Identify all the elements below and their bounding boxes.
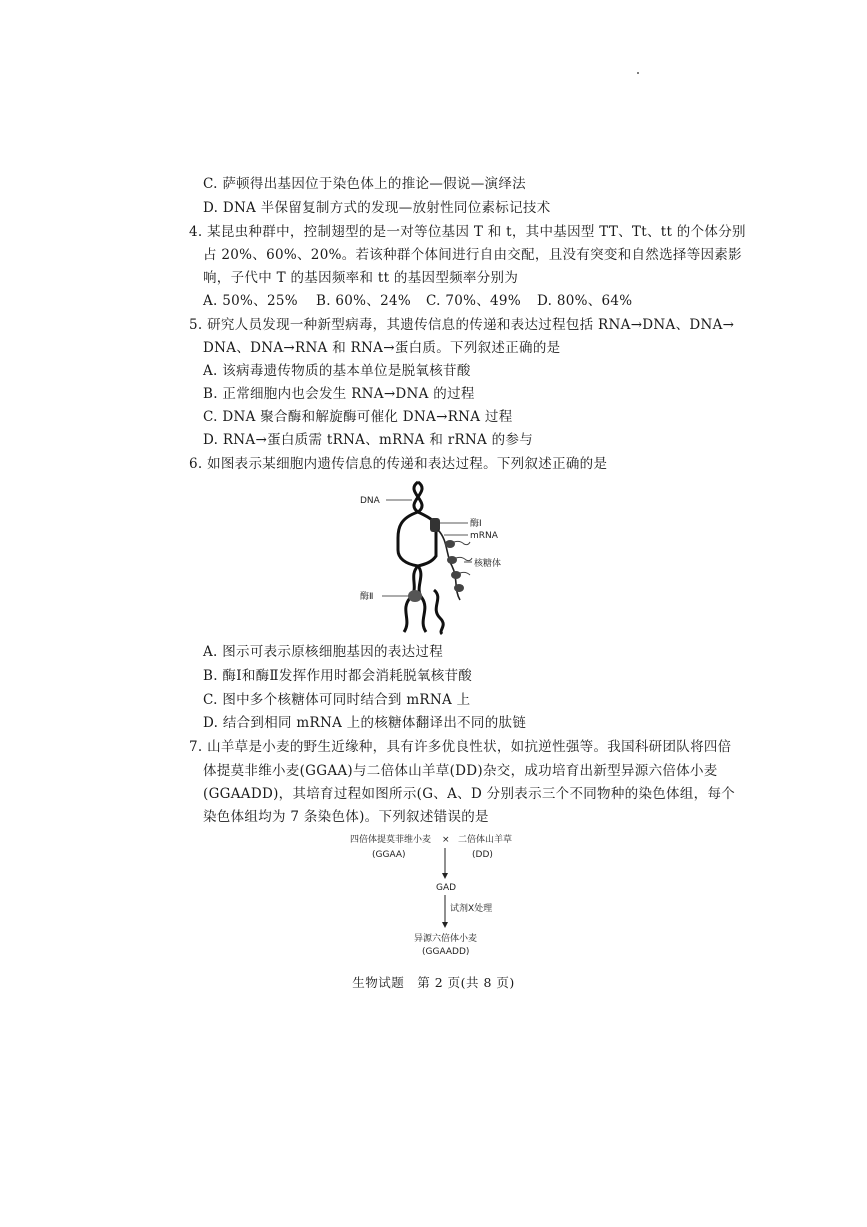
flow-parent1: 四倍体提莫菲维小麦 bbox=[350, 835, 432, 845]
q6-stem: 6. 如图表示某细胞内遗传信息的传递和表达过程。下列叙述正确的是 bbox=[189, 456, 608, 472]
flow-hybrid: GAD bbox=[436, 883, 457, 893]
q5-option-b: B. 正常细胞内也会发生 RNA→DNA 的过程 bbox=[203, 386, 475, 402]
peptide-chains bbox=[454, 541, 472, 575]
flow-treatment: 试剂X处理 bbox=[450, 904, 493, 914]
leader-lines bbox=[382, 500, 472, 596]
q5-option-c: C. DNA 聚合酶和解旋酶可催化 DNA→RNA 过程 bbox=[203, 409, 513, 425]
flow-arrow-1 bbox=[442, 848, 448, 879]
flow-cross-symbol: × bbox=[442, 835, 450, 845]
enzyme-2-shape bbox=[408, 590, 422, 602]
flow-parent2: 二倍体山羊草 bbox=[458, 835, 513, 845]
q7-stem-line4: 染色体组均为 7 条染色体)。下列叙述错误的是 bbox=[203, 809, 489, 825]
q7-stem-line3: (GGAADD)，其培育过程如图所示(G、A、D 分别表示三个不同物种的染色体组，每个 bbox=[203, 786, 736, 802]
q6-option-b: B. 酶Ⅰ和酶Ⅱ发挥作用时都会消耗脱氧核苷酸 bbox=[203, 668, 473, 684]
q6-option-d: D. 结合到相同 mRNA 上的核糖体翻译出不同的肽链 bbox=[203, 715, 527, 731]
q5-option-d: D. RNA→蛋白质需 tRNA、mRNA 和 rRNA 的参与 bbox=[203, 432, 534, 448]
q5-stem-line2: DNA、DNA→RNA 和 RNA→蛋白质。下列叙述正确的是 bbox=[203, 340, 561, 356]
q4-stem-line2: 占 20%、60%、20%。若该种群个体间进行自由交配，且没有突变和自然选择等因素影 bbox=[203, 247, 742, 263]
flow-parent2-genome: (DD) bbox=[472, 850, 493, 860]
label-enzyme-1: 酶Ⅰ bbox=[470, 519, 482, 529]
label-enzyme-2: 酶Ⅱ bbox=[360, 592, 374, 602]
flow-arrow-2 bbox=[442, 895, 448, 928]
dna-helix-top bbox=[414, 482, 422, 512]
q5-stem-line1: 5. 研究人员发现一种新型病毒，其遗传信息的传递和表达过程包括 RNA→DNA、DNA→ bbox=[189, 317, 735, 333]
flow-result-genome: (GGAADD) bbox=[422, 947, 470, 957]
q5-option-a: A. 该病毒遗传物质的基本单位是脱氧核苷酸 bbox=[203, 363, 471, 379]
q6-option-a: A. 图示可表示原核细胞基因的表达过程 bbox=[203, 644, 444, 660]
q7-stem-line2: 体提莫非维小麦(GGAA)与二倍体山羊草(DD)杂交，成功培育出新型异源六倍体小麦 bbox=[203, 763, 718, 779]
ribosome-cluster bbox=[445, 540, 464, 592]
page-footer: 生物试题 第 2 页(共 8 页) bbox=[352, 975, 515, 990]
breeding-flowchart bbox=[350, 830, 530, 965]
q3-option-d: D. DNA 半保留复制方式的发现—放射性同位素标记技术 bbox=[203, 200, 551, 216]
q3-option-c: C. 萨顿得出基因位于染色体上的推论—假说—演绎法 bbox=[203, 176, 526, 192]
flow-parent1-genome: (GGAA) bbox=[372, 850, 406, 860]
label-mrna: mRNA bbox=[470, 531, 498, 541]
q4-stem-line3: 响，子代中 T 的基因频率和 tt 的基因型频率分别为 bbox=[203, 270, 519, 286]
scan-speck bbox=[637, 72, 639, 74]
q7-stem-line1: 7. 山羊草是小麦的野生近缘种，具有许多优良性状，如抗逆性强等。我国科研团队将四倍 bbox=[189, 739, 732, 755]
q4-option-c: C. 70%、49% bbox=[426, 293, 521, 309]
q4-option-a: A. 50%、25% bbox=[203, 293, 298, 309]
q6-option-c: C. 图中多个核糖体可同时结合到 mRNA 上 bbox=[203, 692, 471, 708]
label-dna: DNA bbox=[360, 496, 380, 506]
transcription-translation-diagram bbox=[360, 480, 520, 635]
label-ribosome: 核糖体 bbox=[474, 559, 502, 569]
q4-option-b: B. 60%、24% bbox=[316, 293, 412, 309]
q4-option-d: D. 80%、64% bbox=[537, 293, 633, 309]
flow-result: 异源六倍体小麦 bbox=[414, 934, 478, 944]
q4-stem-line1: 4. 某昆虫种群中，控制翅型的是一对等位基因 T 和 t，其中基因型 TT、Tt、tt 的个体分别 bbox=[189, 224, 746, 240]
